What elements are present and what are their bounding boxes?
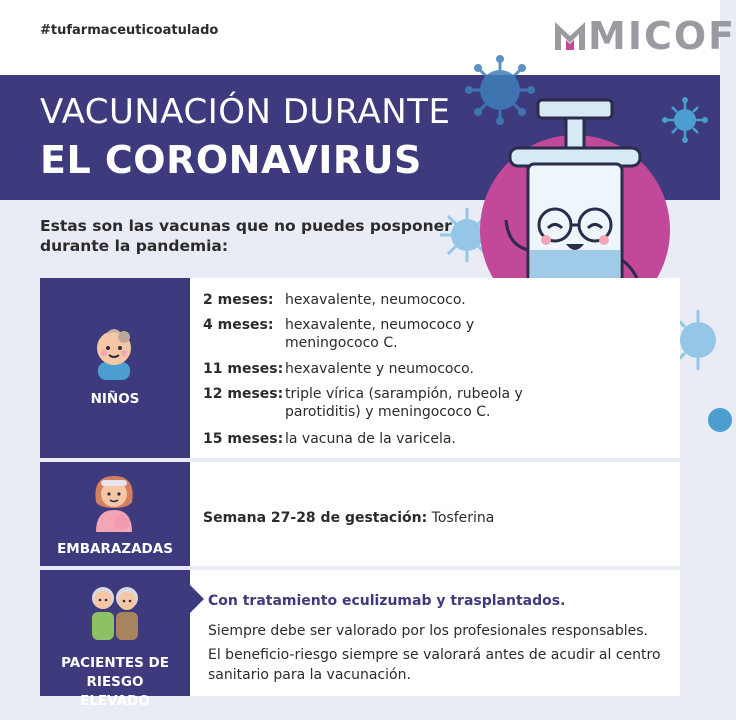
vaccine-age: 4 meses: bbox=[203, 317, 274, 333]
vaccine-age: 2 meses: bbox=[203, 292, 274, 308]
pregnancy-week: Semana 27-28 de gestación: bbox=[203, 510, 428, 526]
embarazadas-label: EMBARAZADAS bbox=[57, 541, 173, 557]
virus-icon bbox=[700, 395, 720, 445]
page-title-line2: EL CORONAVIRUS bbox=[40, 138, 422, 182]
pointer-arrow-icon bbox=[190, 585, 204, 613]
elderly-couple-icon bbox=[84, 580, 146, 642]
riesgo-label: PACIENTES DE RIESGO ELEVADO bbox=[61, 655, 169, 709]
vaccine-desc: hexavalente, neumococo y meningococo C. bbox=[285, 317, 475, 351]
brand-logo-text: MICOF bbox=[588, 14, 736, 58]
vaccine-desc: la vacuna de la varicela. bbox=[285, 431, 456, 447]
riesgo-line: El beneficio-riesgo siempre se valorará antes de acudir al centro sanitario para la vacunación. bbox=[208, 647, 661, 683]
riesgo-title: Con tratamiento eculizumab y trasplantados. bbox=[208, 593, 566, 609]
pregnant-woman-icon bbox=[88, 470, 140, 532]
vaccine-age: 11 meses: bbox=[203, 361, 284, 377]
hashtag: #tufarmaceuticoatulado bbox=[40, 23, 219, 38]
intro-text: Estas son las vacunas que no puedes posponer durante la pandemia: bbox=[40, 217, 452, 255]
vaccine-age: 15 meses: bbox=[203, 431, 284, 447]
riesgo-line: Siempre debe ser valorado por los profesionales responsables. bbox=[208, 623, 648, 639]
baby-icon bbox=[90, 322, 138, 382]
vaccine-age: 12 meses: bbox=[203, 386, 284, 402]
pregnancy-vaccine-name: Tosferina bbox=[431, 510, 495, 526]
vaccine-desc: hexavalente y neumococo. bbox=[285, 361, 474, 377]
vaccine-desc: hexavalente, neumococo. bbox=[285, 292, 466, 308]
pregnancy-vaccine bbox=[203, 510, 494, 526]
vaccine-desc: triple vírica (sarampión, rubeola y parotiditis) y meningococo C. bbox=[285, 386, 523, 420]
micof-logo-icon bbox=[553, 18, 587, 52]
ninos-label: NIÑOS bbox=[90, 391, 140, 407]
page-title-line1: VACUNACIÓN DURANTE bbox=[40, 92, 451, 132]
